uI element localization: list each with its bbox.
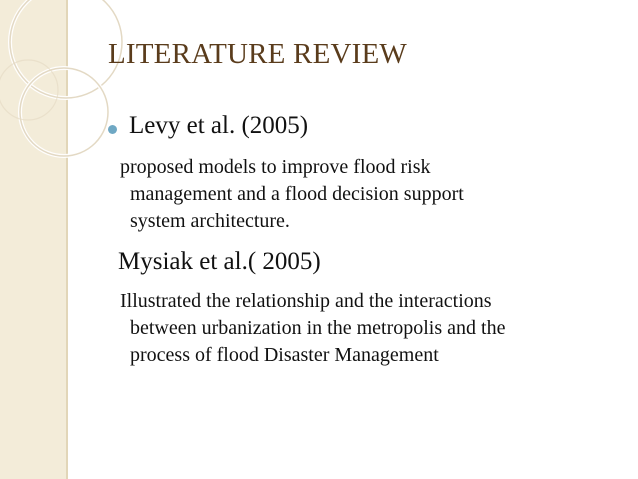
bullet-dot xyxy=(108,125,117,134)
levy-description-line: management and a flood decision support xyxy=(130,183,464,205)
mysiak-description-line: process of flood Disaster Management xyxy=(130,344,439,366)
levy-description-line: proposed models to improve flood risk xyxy=(120,156,431,178)
mysiak-description xyxy=(120,288,505,369)
levy-description-line: system architecture. xyxy=(130,210,290,232)
slide-title: LITERATURE REVIEW xyxy=(108,38,407,70)
entry-heading-mysiak: Mysiak et al.( 2005) xyxy=(118,248,321,275)
mysiak-description-line: between urbanization in the metropolis and the xyxy=(130,317,506,339)
mysiak-description-line: Illustrated the relationship and the interactions xyxy=(120,290,492,312)
levy-description xyxy=(120,154,464,235)
bullet-heading-levy: Levy et al. (2005) xyxy=(129,112,309,139)
